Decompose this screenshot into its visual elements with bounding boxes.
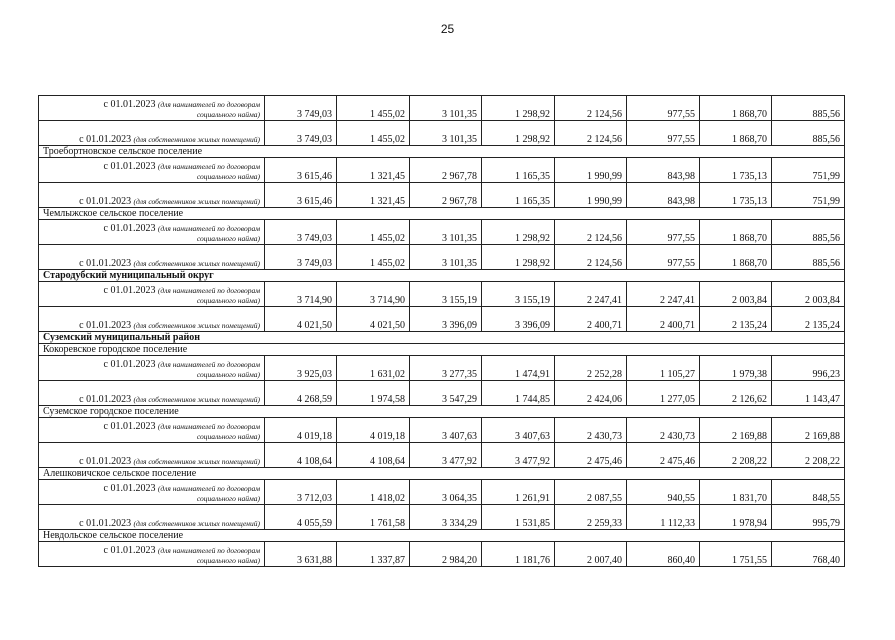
section-row: [39, 468, 845, 480]
page-number: 25: [440, 22, 455, 36]
value-cell: 1 761,58: [337, 505, 410, 530]
date-label: с 01.01.2023: [79, 196, 132, 207]
value-cell: 3 407,63: [410, 418, 482, 443]
date-label: с 01.01.2023: [103, 99, 156, 110]
value-cell: 1 261,91: [482, 480, 555, 505]
value-cell: 3 101,35: [410, 121, 482, 146]
value-cell: 3 101,35: [410, 220, 482, 245]
value-cell: 1 631,02: [337, 356, 410, 381]
value-cell: 1 974,58: [337, 381, 410, 406]
value-cell: 860,40: [627, 542, 700, 567]
value-cell: 4 268,59: [265, 381, 337, 406]
section-title: Алешковичское сельское поселение: [39, 468, 845, 480]
tenant-note: (для нанимателей по договорам: [157, 484, 260, 493]
date-label: с 01.01.2023: [103, 359, 156, 370]
table-row: [39, 245, 845, 270]
date-label: с 01.01.2023: [103, 421, 156, 432]
value-cell: 1 455,02: [337, 96, 410, 121]
tariff-table: [38, 95, 845, 567]
table-row: [39, 356, 845, 381]
date-label: с 01.01.2023: [79, 258, 132, 269]
value-cell: 2 087,55: [555, 480, 627, 505]
row-label: [39, 443, 265, 468]
value-cell: 2 124,56: [555, 220, 627, 245]
value-cell: 3 477,92: [410, 443, 482, 468]
value-cell: 3 615,46: [265, 158, 337, 183]
tenant-note-cont: социального найма): [196, 370, 260, 379]
tenant-note: (для нанимателей по договорам: [157, 100, 260, 109]
value-cell: 1 868,70: [700, 245, 772, 270]
value-cell: 3 714,90: [265, 282, 337, 307]
value-cell: 3 749,03: [265, 96, 337, 121]
date-label: с 01.01.2023: [103, 545, 156, 556]
table-body: [39, 96, 845, 567]
section-row: [39, 332, 845, 344]
table-row: [39, 480, 845, 505]
section-title: Стародубский муниципальный округ: [39, 270, 845, 282]
value-cell: 3 712,03: [265, 480, 337, 505]
value-cell: 2 475,46: [627, 443, 700, 468]
value-cell: 1 165,35: [482, 158, 555, 183]
value-cell: 1 337,87: [337, 542, 410, 567]
table-row: [39, 542, 845, 567]
value-cell: 1 298,92: [482, 96, 555, 121]
value-cell: 1 735,13: [700, 158, 772, 183]
value-cell: 1 112,33: [627, 505, 700, 530]
value-cell: 3 749,03: [265, 245, 337, 270]
value-cell: 4 108,64: [265, 443, 337, 468]
owner-note: (для собственников жилых помещений): [133, 197, 260, 206]
tenant-note: (для нанимателей по договорам: [157, 162, 260, 171]
value-cell: 2 169,88: [772, 418, 845, 443]
owner-note: (для собственников жилых помещений): [133, 259, 260, 268]
value-cell: 3 714,90: [337, 282, 410, 307]
value-cell: 1 455,02: [337, 121, 410, 146]
table-row: [39, 307, 845, 332]
value-cell: 3 615,46: [265, 183, 337, 208]
value-cell: 2 400,71: [555, 307, 627, 332]
value-cell: 2 126,62: [700, 381, 772, 406]
table-row: [39, 121, 845, 146]
value-cell: 4 021,50: [265, 307, 337, 332]
value-cell: 2 124,56: [555, 96, 627, 121]
table-row: [39, 505, 845, 530]
value-cell: 977,55: [627, 220, 700, 245]
value-cell: 2 984,20: [410, 542, 482, 567]
row-label: [39, 381, 265, 406]
value-cell: 1 277,05: [627, 381, 700, 406]
value-cell: 1 735,13: [700, 183, 772, 208]
table-row: [39, 381, 845, 406]
value-cell: 2 007,40: [555, 542, 627, 567]
owner-note: (для собственников жилых помещений): [133, 519, 260, 528]
value-cell: 3 631,88: [265, 542, 337, 567]
value-cell: 885,56: [772, 245, 845, 270]
value-cell: 1 298,92: [482, 220, 555, 245]
date-label: с 01.01.2023: [103, 483, 156, 494]
row-label: [39, 480, 265, 505]
value-cell: 1 744,85: [482, 381, 555, 406]
value-cell: 1 105,27: [627, 356, 700, 381]
value-cell: 940,55: [627, 480, 700, 505]
table-row: [39, 158, 845, 183]
tenant-note: (для нанимателей по договорам: [157, 286, 260, 295]
tenant-note-cont: социального найма): [196, 296, 260, 305]
tenant-note-cont: социального найма): [196, 556, 260, 565]
value-cell: 1 531,85: [482, 505, 555, 530]
row-label: [39, 121, 265, 146]
tenant-note-cont: социального найма): [196, 110, 260, 119]
date-label: с 01.01.2023: [103, 161, 156, 172]
value-cell: 843,98: [627, 183, 700, 208]
section-row: [39, 530, 845, 542]
value-cell: 2 124,56: [555, 245, 627, 270]
value-cell: 1 868,70: [700, 220, 772, 245]
value-cell: 885,56: [772, 121, 845, 146]
value-cell: 1 298,92: [482, 245, 555, 270]
section-title: Кокоревское городское поселение: [39, 344, 845, 356]
value-cell: 2 003,84: [772, 282, 845, 307]
row-label: [39, 505, 265, 530]
value-cell: 2 430,73: [627, 418, 700, 443]
date-label: с 01.01.2023: [79, 134, 132, 145]
section-title: Суземское городское поселение: [39, 406, 845, 418]
value-cell: 3 155,19: [410, 282, 482, 307]
value-cell: 3 101,35: [410, 96, 482, 121]
value-cell: 3 277,35: [410, 356, 482, 381]
value-cell: 848,55: [772, 480, 845, 505]
row-label: [39, 245, 265, 270]
value-cell: 843,98: [627, 158, 700, 183]
value-cell: 2 430,73: [555, 418, 627, 443]
value-cell: 977,55: [627, 245, 700, 270]
value-cell: 751,99: [772, 158, 845, 183]
value-cell: 1 298,92: [482, 121, 555, 146]
value-cell: 885,56: [772, 96, 845, 121]
value-cell: 1 321,45: [337, 183, 410, 208]
value-cell: 2 967,78: [410, 183, 482, 208]
date-label: с 01.01.2023: [79, 456, 132, 467]
tenant-note-cont: социального найма): [196, 234, 260, 243]
value-cell: 1 418,02: [337, 480, 410, 505]
section-title: Невдольское сельское поселение: [39, 530, 845, 542]
table-row: [39, 443, 845, 468]
value-cell: 3 749,03: [265, 121, 337, 146]
table-row: [39, 418, 845, 443]
section-row: [39, 208, 845, 220]
value-cell: 2 247,41: [627, 282, 700, 307]
value-cell: 3 547,29: [410, 381, 482, 406]
value-cell: 2 475,46: [555, 443, 627, 468]
value-cell: 2 247,41: [555, 282, 627, 307]
value-cell: 4 055,59: [265, 505, 337, 530]
section-row: [39, 270, 845, 282]
value-cell: 1 868,70: [700, 121, 772, 146]
value-cell: 3 334,29: [410, 505, 482, 530]
value-cell: 2 135,24: [700, 307, 772, 332]
value-cell: 2 208,22: [772, 443, 845, 468]
value-cell: 2 135,24: [772, 307, 845, 332]
value-cell: 2 259,33: [555, 505, 627, 530]
value-cell: 1 165,35: [482, 183, 555, 208]
row-label: [39, 96, 265, 121]
section-row: [39, 146, 845, 158]
section-title: Суземский муниципальный район: [39, 332, 845, 344]
row-label: [39, 356, 265, 381]
date-label: с 01.01.2023: [79, 320, 132, 331]
owner-note: (для собственников жилых помещений): [133, 135, 260, 144]
value-cell: 885,56: [772, 220, 845, 245]
owner-note: (для собственников жилых помещений): [133, 457, 260, 466]
value-cell: 4 019,18: [265, 418, 337, 443]
value-cell: 3 064,35: [410, 480, 482, 505]
section-row: [39, 344, 845, 356]
value-cell: 3 749,03: [265, 220, 337, 245]
date-label: с 01.01.2023: [103, 285, 156, 296]
row-label: [39, 183, 265, 208]
value-cell: 2 208,22: [700, 443, 772, 468]
value-cell: 2 169,88: [700, 418, 772, 443]
value-cell: 2 252,28: [555, 356, 627, 381]
tenant-note-cont: социального найма): [196, 494, 260, 503]
section-row: [39, 406, 845, 418]
value-cell: 1 990,99: [555, 183, 627, 208]
value-cell: 995,79: [772, 505, 845, 530]
value-cell: 1 868,70: [700, 96, 772, 121]
tenant-note-cont: социального найма): [196, 432, 260, 441]
value-cell: 3 155,19: [482, 282, 555, 307]
row-label: [39, 220, 265, 245]
value-cell: 2 967,78: [410, 158, 482, 183]
value-cell: 2 003,84: [700, 282, 772, 307]
value-cell: 3 396,09: [410, 307, 482, 332]
section-title: Чемлыжское сельское поселение: [39, 208, 845, 220]
tenant-note-cont: социального найма): [196, 172, 260, 181]
table-row: [39, 220, 845, 245]
owner-note: (для собственников жилых помещений): [133, 321, 260, 330]
value-cell: 2 124,56: [555, 121, 627, 146]
date-label: с 01.01.2023: [79, 394, 132, 405]
date-label: с 01.01.2023: [79, 518, 132, 529]
value-cell: 1 455,02: [337, 245, 410, 270]
value-cell: 996,23: [772, 356, 845, 381]
value-cell: 1 143,47: [772, 381, 845, 406]
value-cell: 4 021,50: [337, 307, 410, 332]
tenant-note: (для нанимателей по договорам: [157, 546, 260, 555]
tenant-note: (для нанимателей по договорам: [157, 422, 260, 431]
value-cell: 3 477,92: [482, 443, 555, 468]
value-cell: 3 396,09: [482, 307, 555, 332]
value-cell: 1 321,45: [337, 158, 410, 183]
value-cell: 1 455,02: [337, 220, 410, 245]
row-label: [39, 307, 265, 332]
section-title: Троебортновское сельское поселение: [39, 146, 845, 158]
value-cell: 751,99: [772, 183, 845, 208]
value-cell: 1 474,91: [482, 356, 555, 381]
value-cell: 977,55: [627, 121, 700, 146]
value-cell: 3 407,63: [482, 418, 555, 443]
row-label: [39, 158, 265, 183]
owner-note: (для собственников жилых помещений): [133, 395, 260, 404]
value-cell: 4 108,64: [337, 443, 410, 468]
value-cell: 2 400,71: [627, 307, 700, 332]
value-cell: 3 925,03: [265, 356, 337, 381]
date-label: с 01.01.2023: [103, 223, 156, 234]
value-cell: 1 990,99: [555, 158, 627, 183]
table-row: [39, 183, 845, 208]
value-cell: 4 019,18: [337, 418, 410, 443]
row-label: [39, 418, 265, 443]
value-cell: 3 101,35: [410, 245, 482, 270]
value-cell: 1 751,55: [700, 542, 772, 567]
value-cell: 1 979,38: [700, 356, 772, 381]
value-cell: 1 978,94: [700, 505, 772, 530]
tenant-note: (для нанимателей по договорам: [157, 224, 260, 233]
table-row: [39, 282, 845, 307]
row-label: [39, 282, 265, 307]
row-label: [39, 542, 265, 567]
tenant-note: (для нанимателей по договорам: [157, 360, 260, 369]
value-cell: 2 424,06: [555, 381, 627, 406]
table-row: [39, 96, 845, 121]
value-cell: 1 181,76: [482, 542, 555, 567]
value-cell: 768,40: [772, 542, 845, 567]
value-cell: 977,55: [627, 96, 700, 121]
value-cell: 1 831,70: [700, 480, 772, 505]
